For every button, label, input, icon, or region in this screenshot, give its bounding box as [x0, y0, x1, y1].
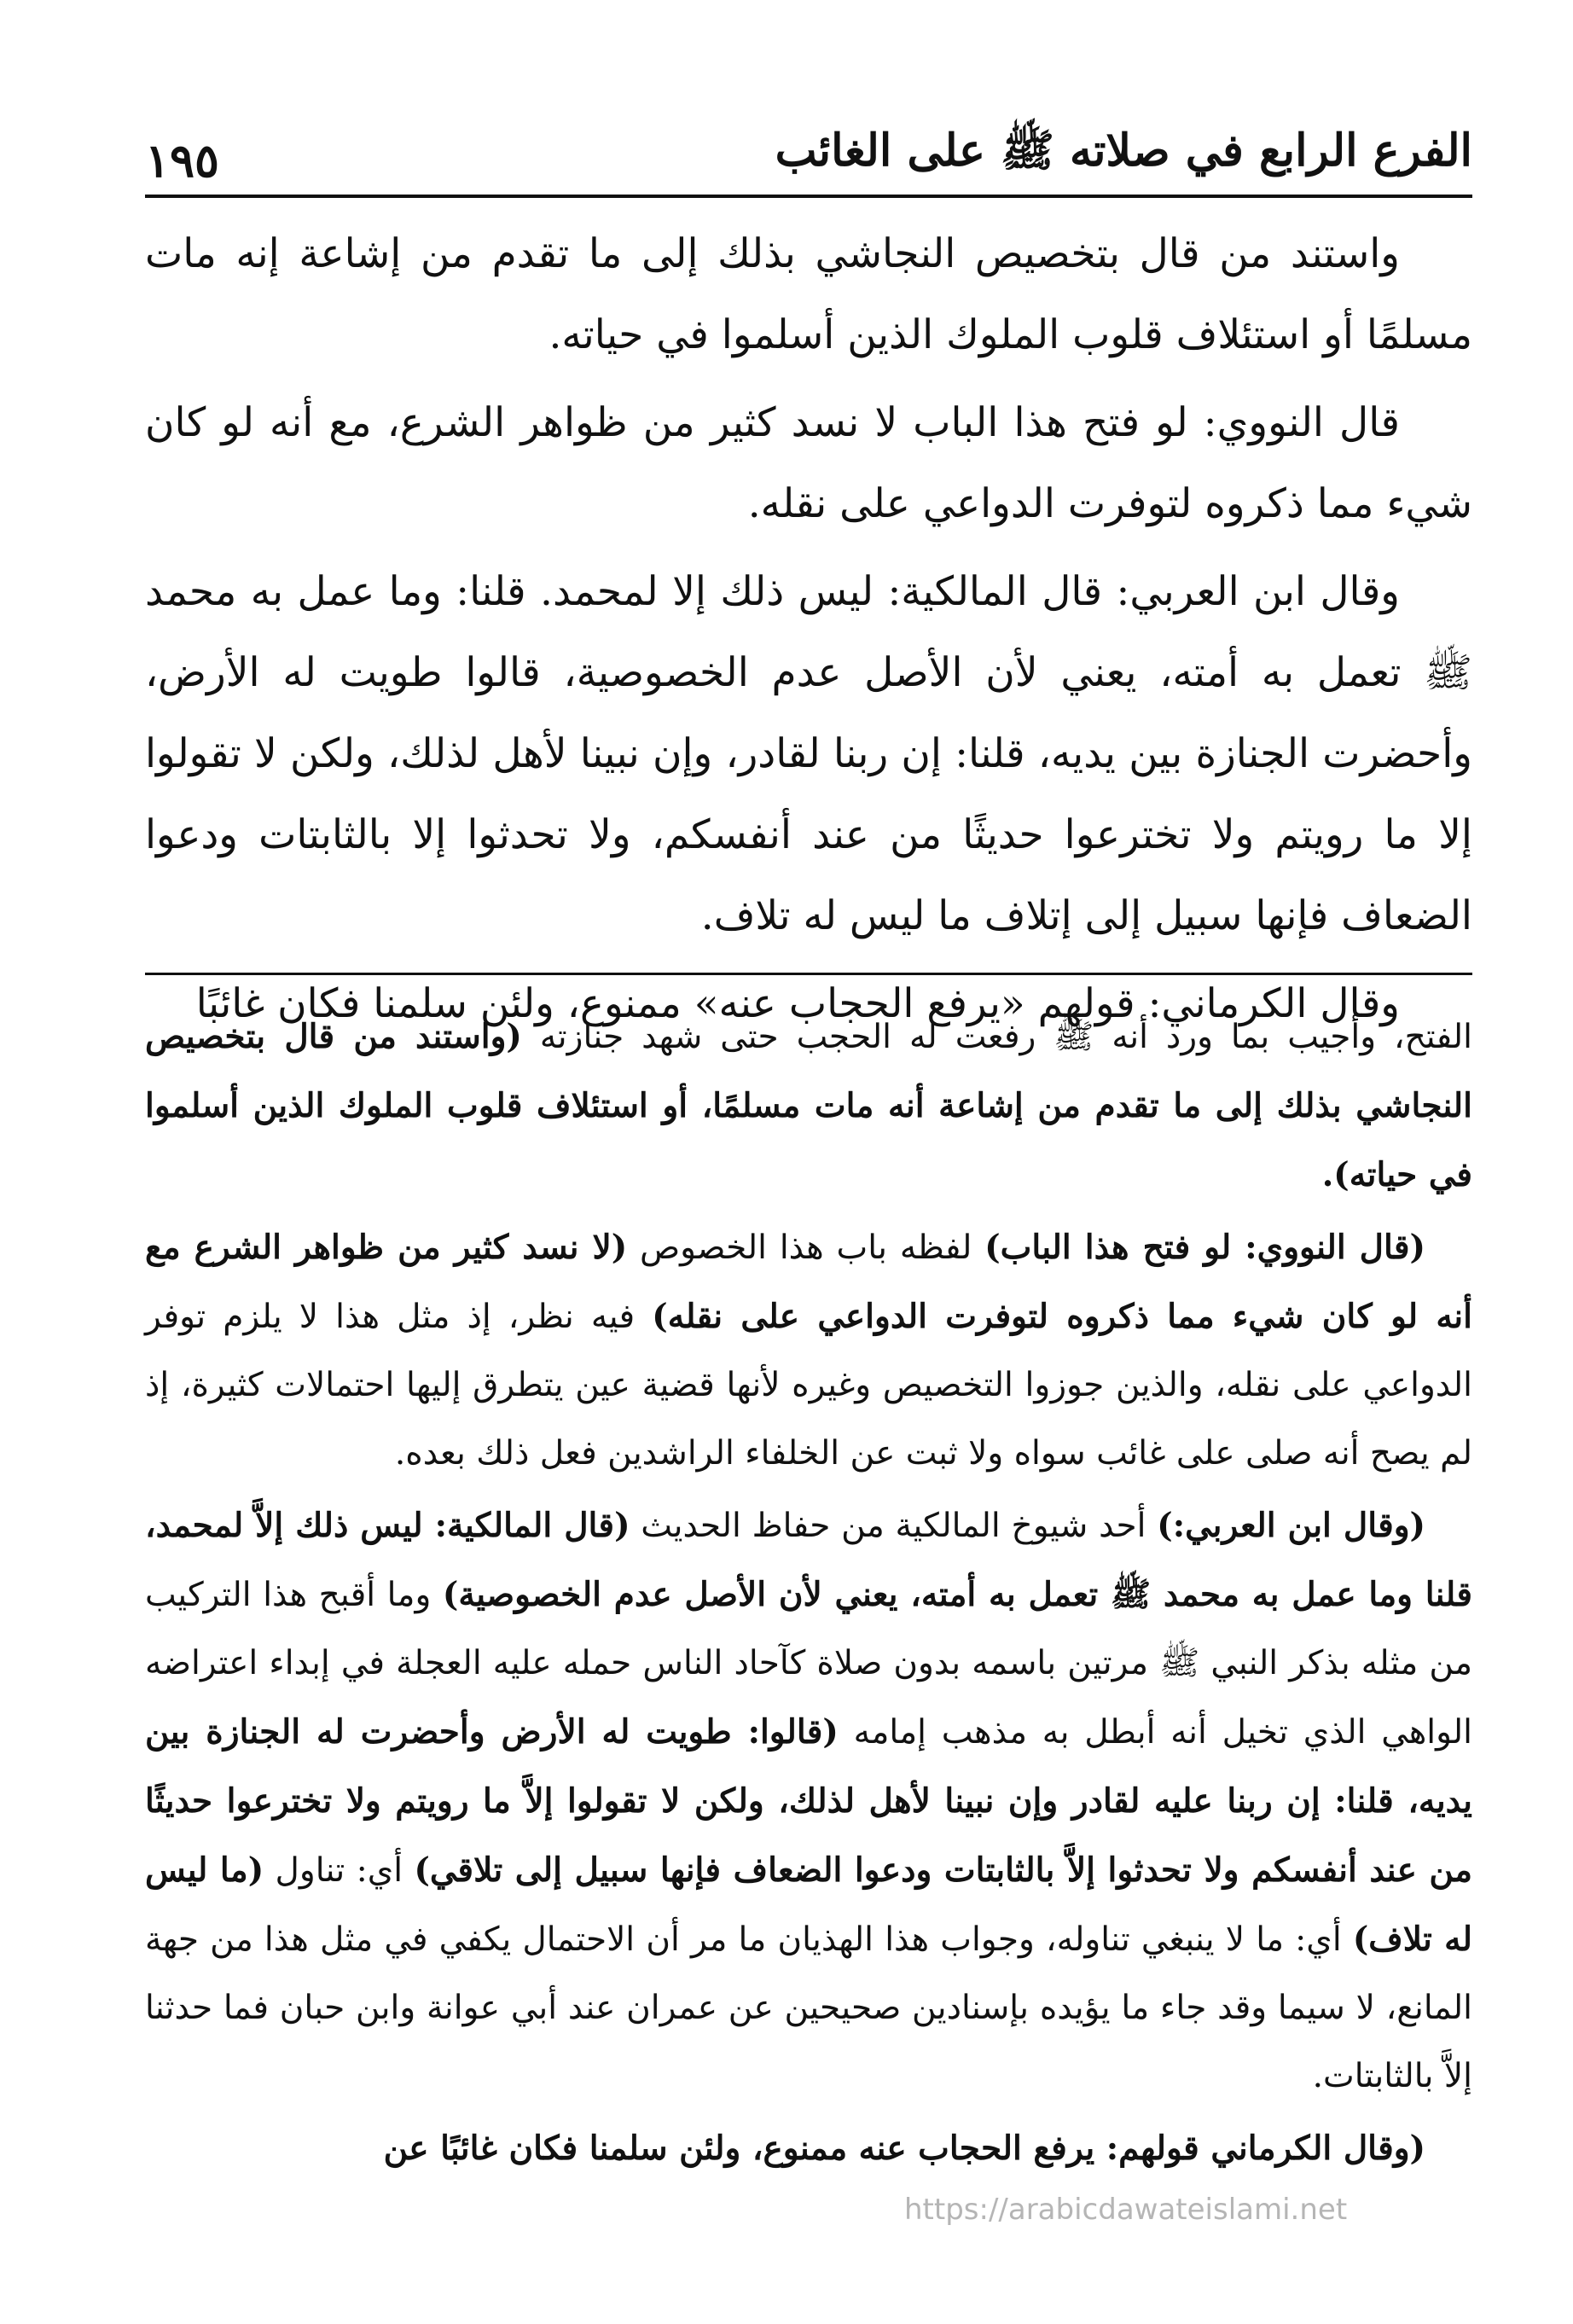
commentary-text: أي: تناول	[264, 1851, 415, 1890]
quoted-matn: (وقال الكرماني قولهم: يرفع الحجاب عنه ممنوع، ولئن سلمنا فكان غائبًا عن	[383, 2129, 1425, 2168]
main-paragraph: قال النووي: لو فتح هذا الباب لا نسد كثير من ظواهر الشرع، مع أنه لو كان شيء مما ذكروه لتوفرت الدواعي على نقله.	[145, 399, 1472, 527]
page-number: ١٩٥	[145, 133, 220, 188]
commentary-paragraph	[145, 1491, 1472, 2111]
main-paragraph: وقال الكرماني: قولهم «يرفع الحجاب عنه» ممنوع، ولئن سلمنا فكان غائبًا	[195, 980, 1400, 1027]
quoted-matn: (قال النووي: لو فتح هذا الباب)	[984, 1228, 1425, 1267]
commentary-paragraph	[145, 1213, 1472, 1488]
quoted-matn: (ما ليس له تلاف)	[145, 1850, 1472, 1959]
commentary-text: الفتح، وأجيب بما ورد أنه ﷺ رفعت له الحجب حتى شهد جنازته	[521, 1018, 1472, 1056]
commentary-paragraph	[145, 1002, 1472, 1210]
quoted-matn: (قال المالكية: ليس ذلك إلاَّ لمحمد، قلنا وما عمل به محمد ﷺ تعمل به أمته، يعني لأن الأصل عدم الخصوصية)	[145, 1506, 1472, 1614]
page-header	[145, 119, 1472, 188]
quoted-matn: (لا نسد كثير من ظواهر الشرع مع أنه لو كان شيء مما ذكروه لتوفرت الدواعي على نقله)	[145, 1228, 1472, 1336]
header-rule	[145, 195, 1472, 198]
commentary-text: أحد شيوخ المالكية من حفاظ الحديث	[630, 1507, 1158, 1545]
quoted-matn: (وقال ابن العربي:)	[1157, 1506, 1426, 1545]
watermark: https://arabicdawateislami.net	[904, 2193, 1348, 2227]
footnote-rule	[145, 973, 1472, 975]
commentary-paragraph	[145, 2114, 1472, 2183]
running-title: الفرع الرابع في صلاته ﷺ على الغائب	[775, 125, 1472, 177]
main-paragraph: وقال ابن العربي: قال المالكية: ليس ذلك إلا لمحمد. قلنا: وما عمل به محمد ﷺ تعمل به أمته، يعني لأن الأصل عدم الخصوصية، قالوا طويت له الأرض، وأحضرت الجنازة بين يديه، قلنا: إن ربنا لقادر، وإن نبينا لأهل لذلك، ولكن لا تقولوا إلا ما رويتم ولا تخترعوا حديثًا من عند أنفسكم، ولا تحدثوا إلا بالثابتات ودعوا الضعاف فإنها سبيل إلى إتلاف ما ليس له تلاف.	[145, 568, 1472, 939]
commentary	[145, 1002, 1472, 2187]
main-text	[145, 213, 1472, 1051]
commentary-text: وما أقبح هذا التركيب من مثله بذكر النبي ﷺ مرتين باسمه بدون صلاة كآحاد الناس حمله عليه العجلة في إبداء اعتراضه الواهي الذي تخيل أنه أبطل به مذهب إمامه	[145, 1576, 1472, 1752]
commentary-text: فيه نظر، إذ مثل هذا لا يلزم توفر الدواعي على نقله، والذين جوزوا التخصيص وغيره لأنها قضية عين يتطرق إليها احتمالات كثيرة، إذ لم يصح أنه صلى على غائب سواه ولا ثبت عن الخلفاء الراشدين فعل ذلك بعده.	[145, 1298, 1472, 1473]
quoted-matn: (واستند من قال بتخصيص النجاشي بذلك إلى ما تقدم من إشاعة أنه مات مسلمًا، أو استئلاف قلوب الملوك الذين أسلموا في حياته).	[145, 1017, 1472, 1194]
quoted-matn: (قالوا: طويت له الأرض وأحضرت له الجنازة بين يديه، قلنا: إن ربنا عليه لقادر وإن نبينا لأهل لذلك، ولكن لا تقولوا إلاَّ ما رويتم ولا تخترعوا حديثًا من عند أنفسكم ولا تحدثوا إلاَّ بالثابتات ودعوا الضعاف فإنها سبيل إلى تلاقي)	[145, 1712, 1472, 1890]
main-paragraph: واستند من قال بتخصيص النجاشي بذلك إلى ما تقدم من إشاعة إنه مات مسلمًا أو استئلاف قلوب الملوك الذين أسلموا في حياته.	[145, 230, 1472, 358]
commentary-text: لفظه باب هذا الخصوص	[627, 1229, 985, 1267]
commentary-text: أي: ما لا ينبغي تناوله، وجواب هذا الهذيان ما مر أن الاحتمال يكفي في مثل هذا من جهة المانع، لا سيما وقد جاء ما يؤيده بإسنادين صحيحين عن عمران عند أبي عوانة وابن حبان فما حدثنا إلاَّ بالثابتات.	[145, 1920, 1472, 2095]
